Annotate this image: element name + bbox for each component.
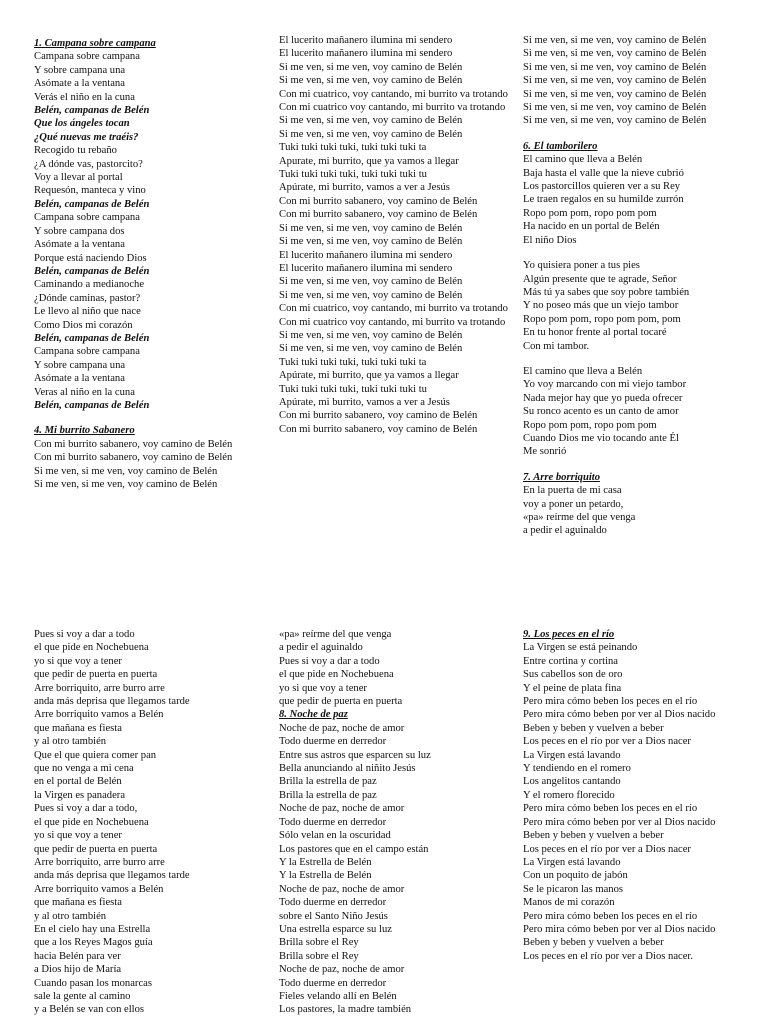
lyric-line: Pero mira cómo beben por ver al Dios nacido — [523, 923, 716, 935]
lyric-line: Si me ven, si me ven, voy camino de Belén — [523, 102, 707, 114]
lyric-line: Si me ven, si me ven, voy camino de Belén — [279, 289, 463, 301]
lyric-line: Todo duerme en derredor — [279, 897, 387, 909]
lyric-line: Con mi burrito sabanero, voy camino de Belén — [279, 209, 478, 221]
lyric-line: Caminando a medianoche — [34, 279, 145, 291]
lyric-line: Con mi burrito sabanero, voy camino de Belén — [279, 195, 478, 207]
lyric-line: Fieles velando allí en Belén — [279, 990, 397, 1002]
lyric-line: Sólo velan en la oscuridad — [279, 830, 391, 842]
lyric-line: El lucerito mañanero ilumina mi sendero — [279, 262, 453, 274]
lyric-line: Ha nacido en un portal de Belén — [523, 221, 660, 233]
lyric-line: Pero mira cómo beben por ver al Dios nacido — [523, 816, 716, 828]
lyric-line: Baja hasta el valle que la nieve cubrió — [523, 167, 684, 179]
lyric-line: Le traen regalos en su humilde zurrón — [523, 194, 684, 206]
lyric-line: Si me ven, si me ven, voy camino de Belén — [279, 329, 463, 341]
lyric-line: Si me ven, si me ven, voy camino de Belén — [279, 222, 463, 234]
lyric-line: Arre borriquito vamos a Belén — [34, 883, 164, 895]
lyric-line: Asómate a la ventana — [34, 78, 125, 90]
lyric-line: Cuando pasan los monarcas — [34, 977, 152, 989]
lyric-line: Con mi burrito sabanero, voy camino de Belén — [279, 410, 478, 422]
stanza-gap — [523, 353, 755, 365]
lyric-line: a pedir el aguinaldo — [279, 642, 363, 654]
lyric-line: Ropo pom pom, ropo pom pom — [523, 207, 657, 219]
lyric-line: Pero mira cómo beben los peces en el río — [523, 803, 698, 815]
lyric-line: Brilla sobre el Rey — [279, 950, 359, 962]
lyric-line: Brilla sobre el Rey — [279, 937, 359, 949]
lyric-line: y a Belén se van con ellos — [34, 1004, 145, 1016]
lyric-line: Tuki tuki tuki tuki, tuki tuki tuki tu — [279, 169, 427, 181]
lyric-line: Con mi cuatrico voy cantando, mi burrito va trotando — [279, 316, 506, 328]
lyric-line: Con mi cuatrico, voy cantando, mi burrito va trotando — [279, 88, 508, 100]
lyric-line: Con mi cuatrico voy cantando, mi burrito va trotando — [279, 102, 506, 114]
lyric-line: Apúrate, mi burrito, vamos a ver a Jesús — [279, 182, 450, 194]
lyric-line: la Virgen es panadera — [34, 789, 126, 801]
page1-column-1 — [34, 37, 266, 491]
lyric-line: Noche de paz, noche de amor — [279, 803, 405, 815]
lyric-line: Si me ven, si me ven, voy camino de Belén — [279, 75, 463, 87]
lyric-line: Arre borriquito vamos a Belén — [34, 709, 164, 721]
lyric-line: Brilla la estrella de paz — [279, 776, 377, 788]
lyric-line: Beben y beben y vuelven a beber — [523, 722, 664, 734]
lyric-line: ¿Qué nuevas me traéis? — [34, 131, 139, 143]
lyric-line: que pedir de puerta en puerta — [34, 669, 158, 681]
lyric-line: Los peces en el río por ver a Dios nacer — [523, 843, 691, 855]
lyric-line: ¿Dónde caminas, pastor? — [34, 292, 141, 304]
lyric-line: En tu honor frente al portal tocaré — [523, 327, 667, 339]
song-title: 1. Campana sobre campana — [34, 38, 156, 49]
lyric-line: Voy a llevar al portal — [34, 172, 123, 184]
lyric-line: que no venga a mi cena — [34, 763, 134, 775]
lyric-line: Entre cortina y cortina — [523, 655, 619, 667]
lyric-line: Cuando Dios me vio tocando ante Él — [523, 432, 679, 444]
lyric-line: Tuki tuki tuki tuki, tuki tuki tuki ta — [279, 142, 427, 154]
lyric-line: Pues si voy a dar a todo — [34, 629, 135, 640]
lyric-line: Manos de mi corazón — [523, 897, 615, 909]
lyric-line: que mañana es fiesta — [34, 722, 122, 734]
lyric-line: Tuki tuki tuki tuki, tuki tuki tuki tu — [279, 383, 427, 395]
lyric-line: Bella anunciando al niñito Jesús — [279, 763, 416, 775]
lyric-line: y al otro también — [34, 736, 107, 748]
lyric-line: Recogido tu rebaño — [34, 145, 117, 157]
lyric-line: Me sonrió — [523, 446, 567, 458]
lyric-line: Asómate a la ventana — [34, 239, 125, 251]
lyric-line: Apurate, mi burrito, que ya vamos a llegar — [279, 155, 459, 167]
lyric-line: Noche de paz, noche de amor — [279, 883, 405, 895]
lyric-line: Los pastores, la madre también — [279, 1004, 412, 1016]
song-title: 7. Arre borriquito — [523, 471, 601, 483]
stanza-gap — [523, 247, 755, 259]
stanza-gap — [523, 459, 755, 471]
stanza-gap — [34, 412, 266, 424]
lyric-line: Tuki tuki tuki tuki, tuki tuki tuki ta — [279, 356, 427, 368]
lyric-line: Pues si voy a dar a todo — [279, 655, 380, 667]
lyric-line: Si me ven, si me ven, voy camino de Belén — [279, 236, 463, 248]
lyric-line: hacia Belén para ver — [34, 950, 121, 962]
lyric-line: Algún presente que te agrade, Señor — [523, 273, 677, 285]
lyric-line: Todo duerme en derredor — [279, 736, 387, 748]
lyric-line: Arre borriquito, arre burro arre — [34, 856, 165, 868]
lyric-line: Sus cabellos son de oro — [523, 669, 623, 681]
lyric-line: Pero mira cómo beben los peces en el río — [523, 696, 698, 708]
lyric-line: Noche de paz, noche de amor — [279, 964, 405, 976]
lyric-line: Que los ángeles tocan — [34, 118, 130, 130]
lyric-line: Pues si voy a dar a todo, — [34, 803, 138, 815]
lyric-line: el que pide en Nochebuena — [34, 816, 149, 828]
lyric-line: El niño Dios — [523, 234, 577, 246]
lyric-line: El lucerito mañanero ilumina mi sendero — [279, 48, 453, 60]
lyric-line: yo si que voy a tener — [279, 682, 367, 694]
lyric-line: En el cielo hay una Estrella — [34, 923, 151, 935]
lyric-line: que pedir de puerta en puerta — [279, 696, 403, 708]
song-title: 8. Noche de paz — [279, 709, 348, 721]
lyric-line: Con mi cuatrico, voy cantando, mi burrito va trotando — [279, 303, 508, 315]
lyric-line: que pedir de puerta en puerta — [34, 843, 158, 855]
lyric-line: Verás el niño en la cuna — [34, 91, 135, 103]
lyric-line: Los pastores que en el campo están — [279, 843, 429, 855]
lyric-line: que a los Reyes Magos guía — [34, 937, 153, 949]
lyric-line: Si me ven, si me ven, voy camino de Belén — [34, 479, 218, 490]
lyric-line: Más tú ya sabes que soy pobre también — [523, 286, 690, 298]
lyric-line: Y sobre campana dos — [34, 225, 125, 237]
lyric-line: el que pide en Nochebuena — [279, 669, 394, 681]
lyric-line: Belén, campanas de Belén — [34, 105, 150, 117]
lyric-line: Con mi burrito sabanero, voy camino de Belén — [34, 452, 233, 464]
lyric-line: Los peces en el río por ver a Dios nacer — [523, 736, 691, 748]
song-title: 9. Los peces en el río — [523, 629, 615, 640]
lyric-line: Que el que quiera comer pan — [34, 749, 157, 761]
lyric-line: Apúrate, mi burrito, que ya vamos a llegar — [279, 370, 459, 382]
lyric-line: Con mi tambor. — [523, 340, 590, 352]
lyric-line: a Dios hijo de María — [34, 964, 122, 976]
lyric-line: a pedir el aguinaldo — [523, 525, 607, 537]
lyric-line: Con un poquito de jabón — [523, 870, 628, 882]
lyric-line: sale la gente al camino — [34, 990, 131, 1002]
lyric-line: El camino que lleva a Belén — [523, 365, 643, 377]
lyric-line: Apúrate, mi burrito, vamos a ver a Jesús — [279, 396, 450, 408]
lyric-line: Su ronco acento es un canto de amor — [523, 406, 679, 418]
lyric-line: Arre borriquito, arre burro arre — [34, 682, 165, 694]
lyric-line: Una estrella esparce su luz — [279, 923, 392, 935]
lyric-line: Si me ven, si me ven, voy camino de Belén — [523, 88, 707, 100]
lyric-line: Pero mira cómo beben los peces en el río — [523, 910, 698, 922]
song-title: 4. Mi burrito Sabanero — [34, 425, 135, 437]
lyric-line: Veras al niño en la cuna — [34, 386, 135, 398]
lyric-line: «pa» reírme del que venga — [523, 512, 636, 523]
lyric-line: Beben y beben y vuelven a beber — [523, 830, 664, 842]
lyric-line: que mañana es fiesta — [34, 897, 122, 909]
lyric-line: en el portal de Belén — [34, 776, 122, 788]
lyric-line: el que pide en Nochebuena — [34, 642, 149, 654]
lyric-line: y al otro también — [34, 910, 107, 922]
lyric-line: El lucerito mañanero ilumina mi sendero — [279, 249, 453, 261]
lyric-line: Ropo pom pom, ropo pom pom — [523, 419, 657, 431]
lyric-line: Si me ven, si me ven, voy camino de Belén — [523, 35, 707, 46]
lyric-line: Los peces en el río por ver a Dios nacer. — [523, 950, 694, 962]
lyric-line: Si me ven, si me ven, voy camino de Belén — [523, 61, 707, 73]
lyric-line: Asómate a la ventana — [34, 373, 125, 385]
page2-column-2 — [279, 628, 511, 1017]
lyric-line: Si me ven, si me ven, voy camino de Belén — [279, 276, 463, 288]
lyric-line: voy a poner un petardo, — [523, 498, 624, 510]
lyric-line: Y sobre campana una — [34, 359, 126, 371]
lyric-line: Si me ven, si me ven, voy camino de Belén — [279, 115, 463, 127]
lyric-line: Todo duerme en derredor — [279, 977, 387, 989]
lyric-line: anda más deprisa que llegamos tarde — [34, 870, 190, 882]
lyric-line: La Virgen se está peinando — [523, 642, 638, 654]
lyric-line: Y la Estrella de Belén — [279, 870, 372, 882]
lyric-line: yo si que voy a tener — [34, 830, 122, 842]
lyric-line: Campana sobre campana — [34, 346, 140, 358]
lyric-line: Si me ven, si me ven, voy camino de Belén — [34, 465, 218, 477]
lyric-line: Belén, campanas de Belén — [34, 198, 150, 210]
lyric-line: Como Dios mi corazón — [34, 319, 133, 331]
lyric-line: Entre sus astros que esparcen su luz — [279, 749, 431, 761]
page2-column-1 — [34, 628, 266, 1017]
lyric-line: Belén, campanas de Belén — [34, 399, 150, 411]
lyric-line: Belén, campanas de Belén — [34, 332, 150, 344]
lyric-line: Y el romero florecido — [523, 789, 615, 801]
lyric-line: Nada mejor hay que yo pueda ofrecer — [523, 392, 683, 404]
lyric-line: El lucerito mañanero ilumina mi sendero — [279, 35, 453, 46]
lyric-line: Pero mira cómo beben por ver al Dios nacido — [523, 709, 716, 721]
lyric-line: Ropo pom pom, ropo pom pom, pom — [523, 313, 681, 325]
lyric-line: Campana sobre campana — [34, 51, 140, 63]
lyric-line: anda más deprisa que llegamos tarde — [34, 696, 190, 708]
lyric-line: yo si que voy a tener — [34, 655, 122, 667]
lyric-line: Noche de paz, noche de amor — [279, 722, 405, 734]
lyric-line: Si me ven, si me ven, voy camino de Belén — [279, 343, 463, 355]
lyric-line: Yo voy marcando con mi viejo tambor — [523, 379, 687, 391]
lyric-line: Campana sobre campana — [34, 212, 140, 224]
lyric-line: Se le picaron las manos — [523, 883, 624, 895]
lyric-line: ¿A dónde vas, pastorcito? — [34, 158, 143, 170]
lyric-line: Porque está naciendo Dios — [34, 252, 147, 264]
page1-column-2 — [279, 34, 511, 436]
lyric-line: Y no poseo más que un viejo tambor — [523, 300, 679, 312]
lyric-line: Si me ven, si me ven, voy camino de Belén — [523, 115, 707, 127]
lyric-line: En la puerta de mi casa — [523, 485, 622, 497]
lyric-line: La Virgen está lavando — [523, 856, 621, 868]
lyric-line: Y la Estrella de Belén — [279, 856, 372, 868]
song-title: 6. El tamborilero — [523, 140, 598, 152]
lyric-line: sobre el Santo Niño Jesús — [279, 910, 388, 922]
page2-column-3 — [523, 628, 755, 963]
lyric-line: Si me ven, si me ven, voy camino de Belén — [523, 75, 707, 87]
lyric-line: La Virgen está lavando — [523, 749, 621, 761]
lyric-line: Beben y beben y vuelven a beber — [523, 937, 664, 949]
lyric-line: Si me ven, si me ven, voy camino de Belén — [279, 128, 463, 140]
lyric-line: Todo duerme en derredor — [279, 816, 387, 828]
lyric-line: Requesón, manteca y vino — [34, 185, 146, 197]
lyric-line: Yo quisiera poner a tus pies — [523, 260, 640, 272]
stanza-gap — [523, 128, 755, 140]
lyric-line: Si me ven, si me ven, voy camino de Belén — [523, 48, 707, 60]
lyric-line: Belén, campanas de Belén — [34, 265, 150, 277]
lyric-line: Y sobre campana una — [34, 64, 126, 76]
lyric-line: Le llevo al niño que nace — [34, 306, 141, 318]
lyric-line: Si me ven, si me ven, voy camino de Belén — [279, 61, 463, 73]
lyric-line: El camino que lleva a Belén — [523, 154, 643, 166]
lyric-line: Con mi burrito sabanero, voy camino de Belén — [279, 423, 478, 435]
lyric-line: Brilla la estrella de paz — [279, 789, 377, 801]
lyric-line: «pa» reírme del que venga — [279, 629, 392, 640]
page1-column-3 — [523, 34, 755, 538]
lyric-line: Con mi burrito sabanero, voy camino de Belén — [34, 438, 233, 450]
lyric-line: Los angelitos cantando — [523, 776, 621, 788]
lyric-line: Y tendiendo en el romero — [523, 763, 631, 775]
lyric-line: Los pastorcillos quieren ver a su Rey — [523, 181, 681, 193]
lyric-line: Y el peine de plata fina — [523, 682, 622, 694]
